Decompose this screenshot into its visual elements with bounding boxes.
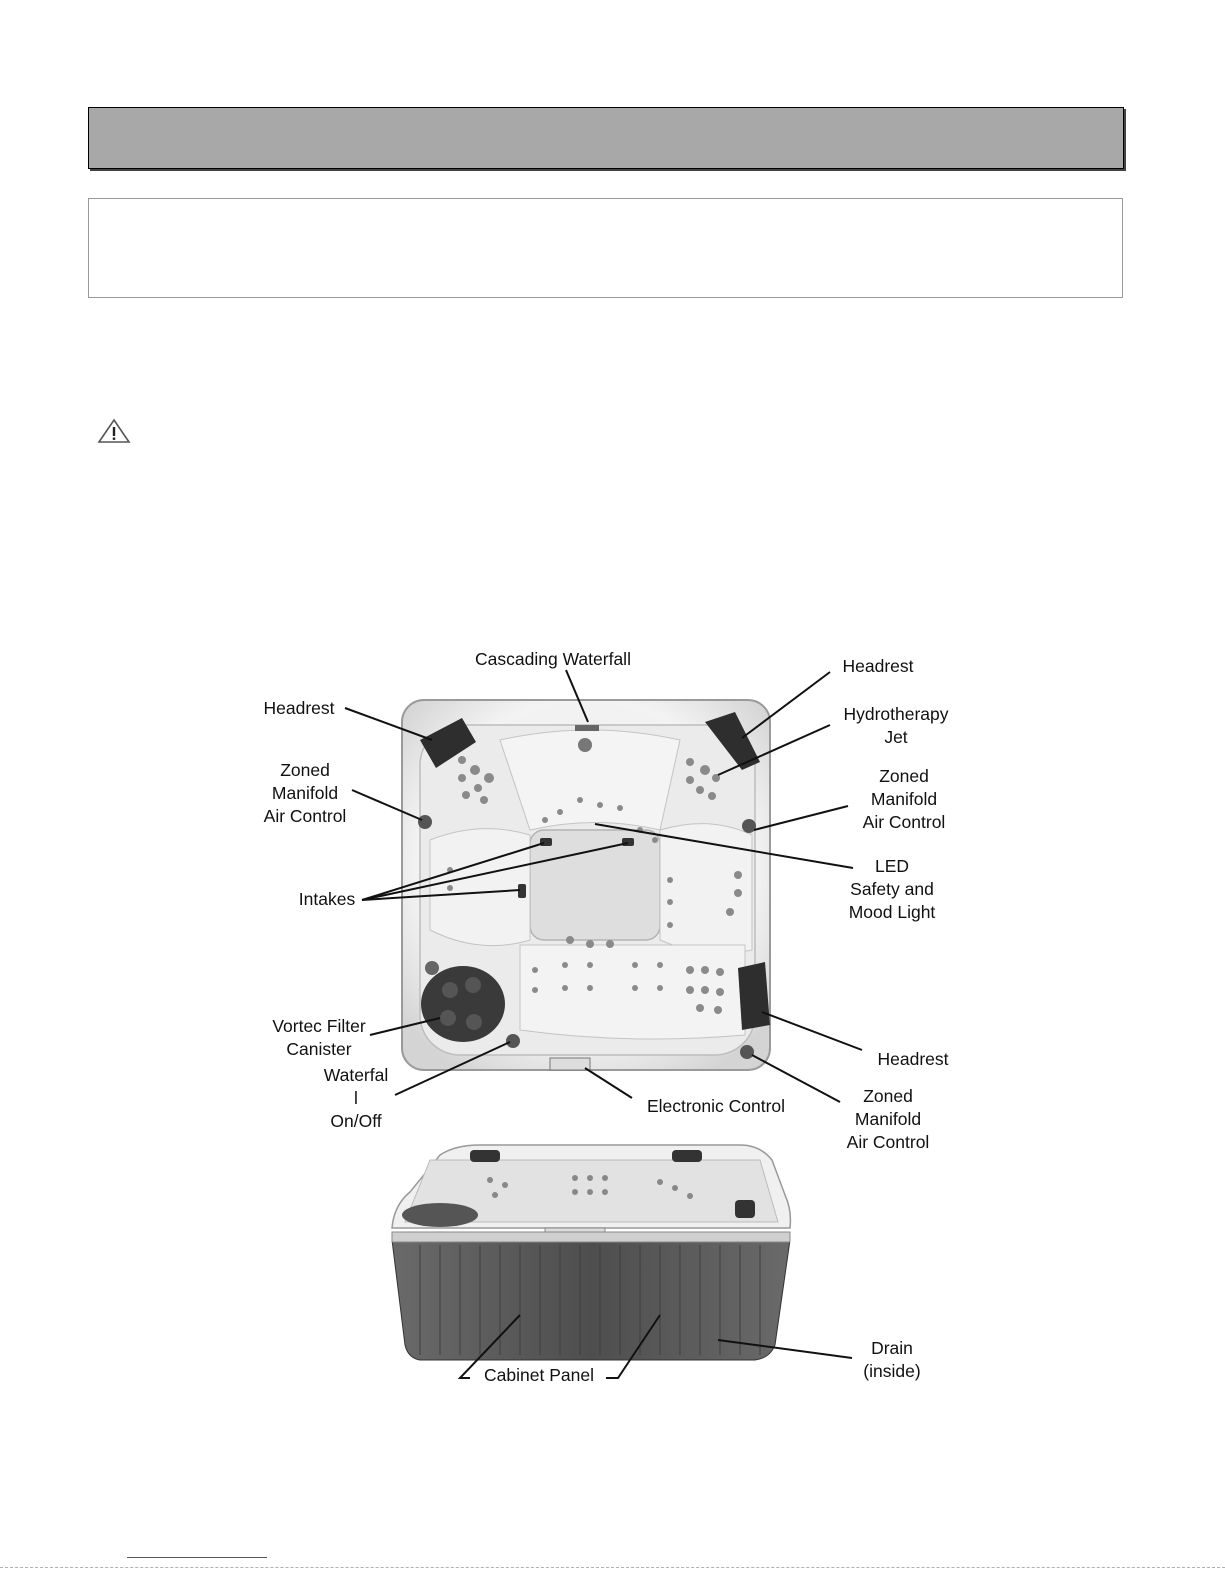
label-electronic-control: Electronic Control (646, 1096, 786, 1116)
label-led-light: LED Safety and Mood Light (848, 856, 936, 922)
label-drain: Drain (inside) (863, 1338, 921, 1381)
spa-perspective-view (392, 1145, 790, 1360)
page-footer-divider (0, 1567, 1225, 1568)
label-zoned-manifold-right: Zoned Manifold Air Control (862, 766, 946, 832)
label-cascading-waterfall: Cascading Waterfall (475, 649, 631, 669)
label-intakes: Intakes (298, 889, 356, 909)
label-waterfall-onoff: Waterfal l On/Off (323, 1065, 389, 1131)
label-zoned-manifold-left: Zoned Manifold Air Control (263, 760, 347, 826)
label-zoned-manifold-bottom: Zoned Manifold Air Control (846, 1086, 930, 1152)
label-headrest-top-right: Headrest (842, 656, 914, 676)
label-vortec-filter: Vortec Filter Canister (272, 1016, 366, 1059)
label-cabinet-panel: Cabinet Panel (484, 1365, 594, 1385)
label-headrest-top-left: Headrest (263, 698, 335, 718)
label-headrest-bottom-right: Headrest (877, 1049, 949, 1069)
footer-link-underline (127, 1557, 267, 1558)
spa-top-view (402, 700, 770, 1070)
label-hydrotherapy-jet: Hydrotherapy Jet (843, 704, 949, 747)
